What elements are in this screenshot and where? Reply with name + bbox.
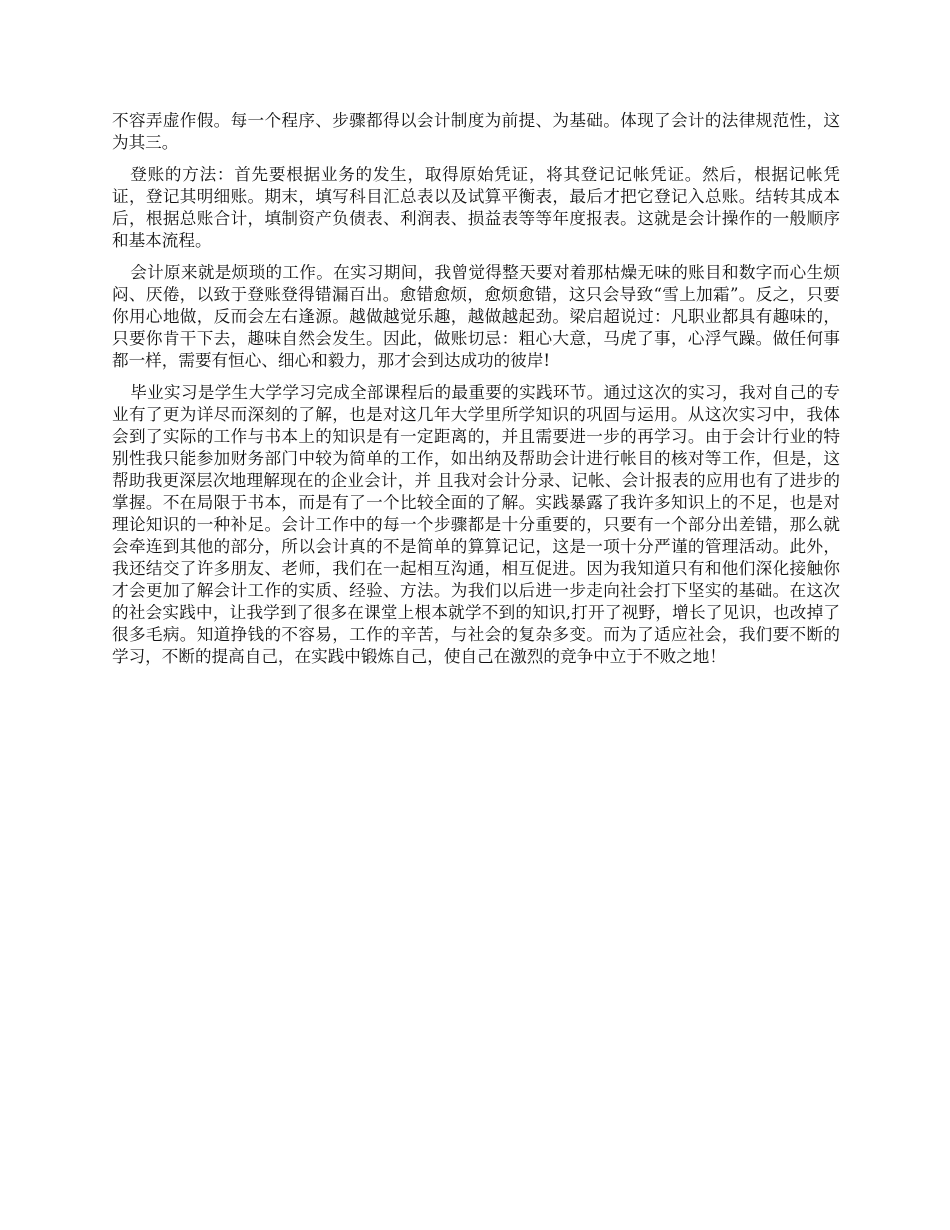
document-body: [112, 110, 840, 678]
paragraph-continuation: 不容弄虚作假。每一个程序、步骤都得以会计制度为前提、为基础。体现了会计的法律规范性，这为其三。: [112, 111, 840, 152]
paragraph-accounting-tedious: 会计原来就是烦琐的工作。在实习期间，我曾觉得整天要对着那枯燥无味的账目和数字而心生烦闷、厌倦，以致于登账登得错漏百出。愈错愈烦，愈烦愈错，这只会导致“雪上加霜”。反之，只要你用心地做，反而会左右逢源。越做越觉乐趣，越做越起劲。梁启超说过：凡职业都具有趣味的，只要你肯干下去，趣味自然会发生。因此，做账切忌：粗心大意，马虎了事，心浮气躁。做任何事都一样，需要有恒心、细心和毅力，那才会到达成功的彼岸!: [112, 263, 840, 370]
paragraph-bookkeeping-method: 登账的方法：首先要根据业务的发生，取得原始凭证，将其登记记帐凭证。然后，根据记帐凭证，登记其明细账。期末，填写科目汇总表以及试算平衡表，最后才把它登记入总账。结转其成本后，根据总账合计，填制资产负债表、利润表、损益表等等年度报表。这就是会计操作的一般顺序和基本流程。: [112, 165, 840, 250]
paragraph-internship-summary: 毕业实习是学生大学学习完成全部课程后的最重要的实践环节。通过这次的实习，我对自己的专业有了更为详尽而深刻的了解，也是对这几年大学里所学知识的巩固与运用。从这次实习中，我体会到了实际的工作与书本上的知识是有一定距离的，并且需要进一步的再学习。由于会计行业的特别性我只能参加财务部门中较为简单的工作，如出纳及帮助会计进行帐目的核对等工作，但是，这帮助我更深层次地理解现在的企业会计，并 且我对会计分录、记帐、会计报表的应用也有了进步的掌握。不在局限于书本，而是有了一个比较全面的了解。实践暴露了我许多知识上的不足，也是对理论知识的一种补足。会计工作中的每一个步骤都是十分重要的，只要有一个部分出差错，那么就会牵连到其他的部分，所以会计真的不是简单的算算记记，这是一项十分严谨的管理活动。此外，我还结交了许多朋友、老师，我们在一起相互沟通，相互促进。因为我知道只有和他们深化接触你才会更加了解会计工作的实质、经验、方法。为我们以后进一步走向社会打下坚实的基础。在这次的社会实践中，让我学到了很多在课堂上根本就学不到的知识,打开了视野，增长了见识，也改掉了很多毛病。知道挣钱的不容易，工作的辛苦，与社会的复杂多变。而为了适应社会，我们要不断的学习，不断的提高自己，在实践中锻炼自己，使自己在激烈的竞争中立于不败之地！: [112, 383, 840, 666]
